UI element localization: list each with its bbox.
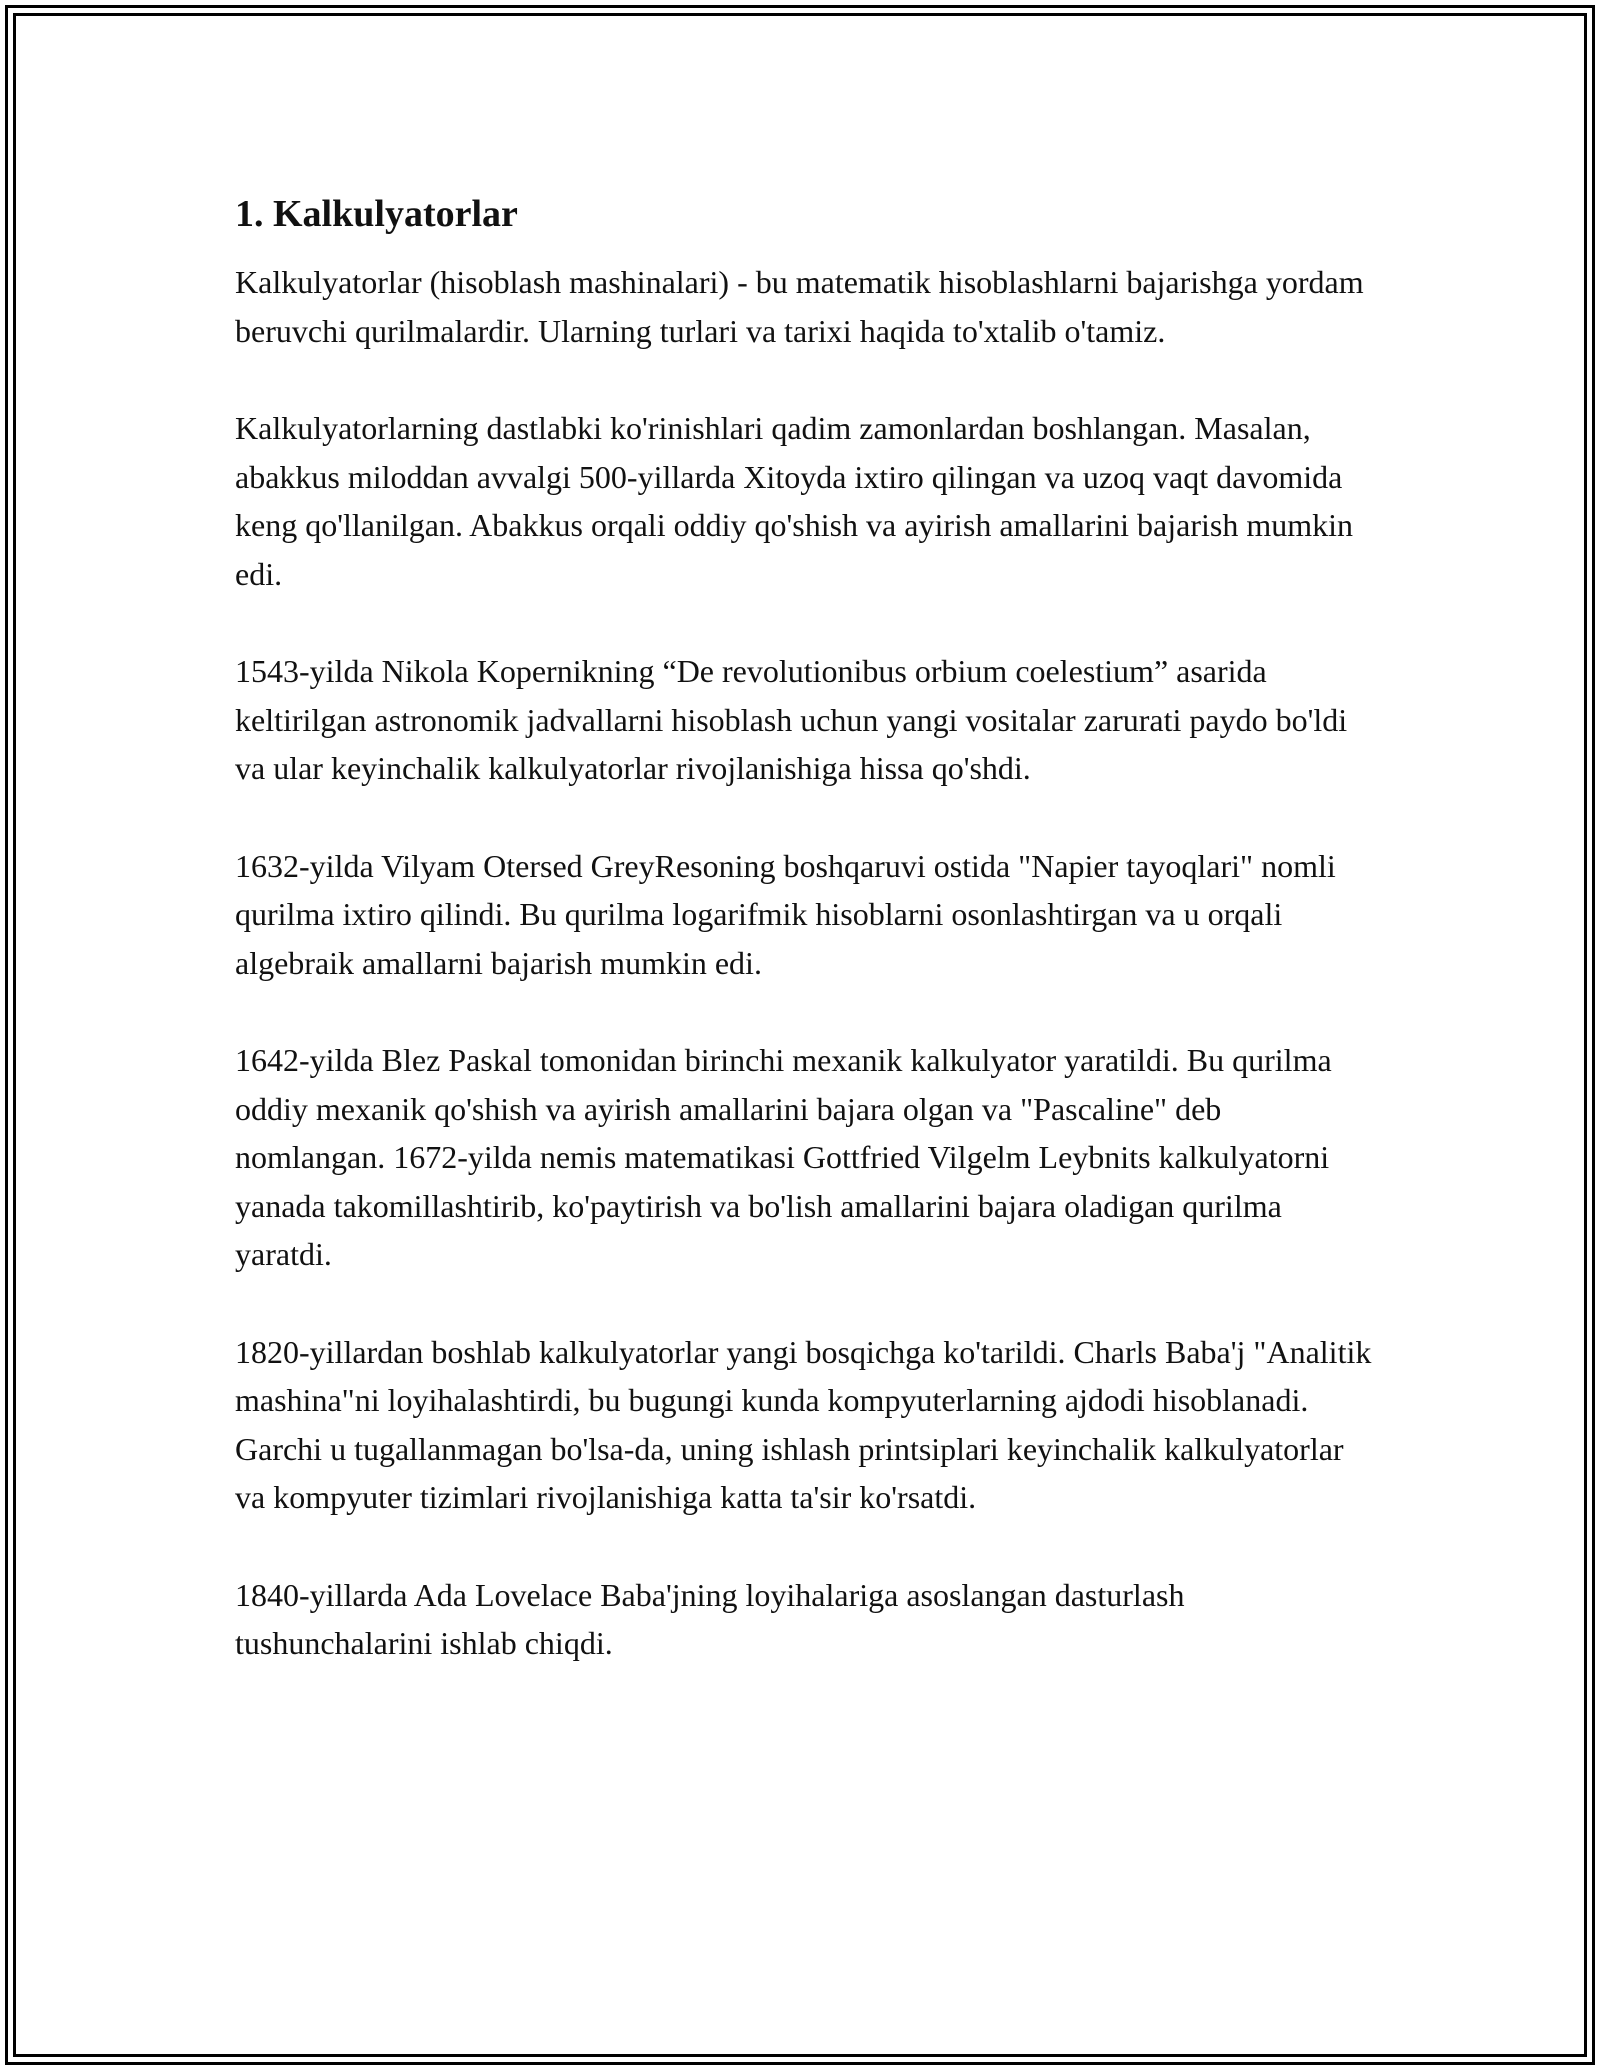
paragraph-lovelace: 1840-yillarda Ada Lovelace Baba'jning loyihalariga asoslangan dasturlash tushunchalarini ishlab chiqdi. bbox=[235, 1576, 1185, 1661]
paragraph-napier: 1632-yilda Vilyam Otersed GreyResoning boshqaruvi ostida "Napier tayoqlari" nomli qurilma ixtiro qilindi. Bu qurilma logarifmik hisoblarni osonlashtirgan va u orqali algebraik amallarni bajarish mumkin edi. bbox=[235, 847, 1336, 981]
document-body bbox=[235, 188, 1375, 1717]
section-heading: 1. Kalkulyatorlar bbox=[235, 193, 518, 235]
paragraph-babbage: 1820-yillardan boshlab kalkulyatorlar yangi bosqichga ko'tarildi. Charls Baba'j "Analitik mashina"ni loyihalashtirdi, bu bugungi kunda kompyuterlarning ajdodi hisoblanadi. Garchi u tugallanmagan bo'lsa-da, uning ishlash printsiplari keyinchalik kalkulyatorlar va kompyuter tizimlari rivojlanishiga katta ta'sir ko'rsatdi. bbox=[235, 1333, 1372, 1515]
paragraph-pascal: 1642-yilda Blez Paskal tomonidan birinchi mexanik kalkulyator yaratildi. Bu qurilma oddiy mexanik qo'shish va ayirish amallarini bajara olgan va "Pascaline" deb nomlangan. 1672-yilda nemis matematikasi Gottfried Vilgelm Leybnits kalkulyatorni yanada takomillashtirib, ko'paytirish va bo'lish amallarini bajara oladigan qurilma yaratdi. bbox=[235, 1042, 1332, 1272]
paragraph-abacus: Kalkulyatorlarning dastlabki ko'rinishlari qadim zamonlardan boshlangan. Masalan, abakkus miloddan avvalgi 500-yillarda Xitoyda ixtiro qilingan va uzoq vaqt davomida keng qo'llanilgan. Abakkus orqali oddiy qo'shish va ayirish amallarini bajarish mumkin edi. bbox=[235, 410, 1354, 592]
paragraph-intro: Kalkulyatorlar (hisoblash mashinalari) - bu matematik hisoblashlarni bajarishga yordam beruvchi qurilmalardir. Ularning turlari va tarixi haqida to'xtalib o'tamiz. bbox=[235, 264, 1364, 349]
paragraph-copernicus: 1543-yilda Nikola Kopernikning “De revolutionibus orbium coelestium” asarida keltirilgan astronomik jadvallarni hisoblash uchun yangi vositalar zarurati paydo bo'ldi va ular keyinchalik kalkulyatorlar rivojlanishiga hissa qo'shdi. bbox=[235, 653, 1348, 786]
